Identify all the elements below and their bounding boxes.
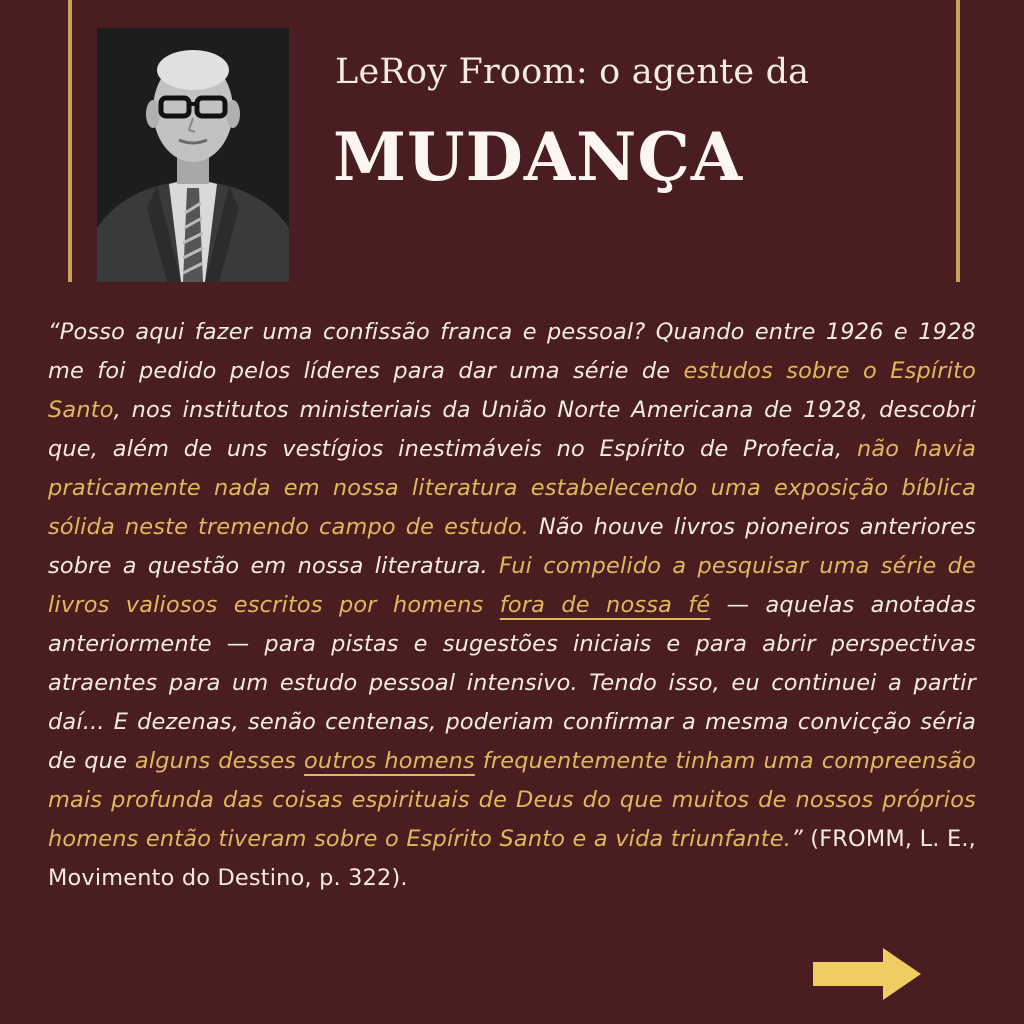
highlight-segment: não havia praticamente nada em nossa literatura estabelecendo uma exposição bíblica sólida neste tremendo campo de estudo. [48, 436, 976, 540]
portrait-photo [97, 28, 289, 282]
quote-text [48, 313, 976, 898]
left-vertical-rule [68, 0, 72, 282]
highlight-segment: alguns desses [134, 748, 305, 774]
highlight-segment: frequentemente tinham uma compreensão mais profunda das coisas espirituais de Deus do que muitos de nossos próprios homens então tiveram sobre o Espírito Santo e a vida triunfante. [48, 748, 976, 852]
quote-segment: — aquelas anotadas anteriormente — para pistas e sugestões iniciais e para abrir perspectivas atraentes para um estudo pessoal intensivo. Tendo isso, eu continuei a partir daí... E dezenas, senão centenas, poderiam confirmar a mesma convicção séria de que [48, 592, 976, 774]
highlight-segment: Fui compelido a pesquisar uma série de livros valiosos escritos por homens [48, 553, 976, 618]
quote-segment: , nos institutos ministeriais da União Norte Americana de 1928, descobri que, além de uns vestígios inestimáveis no Espírito de Profecia, [48, 397, 976, 462]
quote-segment: ” [791, 826, 811, 852]
quote-segment: Não houve livros pioneiros anteriores sobre a questão em nossa literatura. [48, 514, 977, 579]
citation: (FROMM, L. E., Movimento do Destino, p. 322). [48, 826, 976, 891]
arrow-right-icon [813, 948, 921, 1000]
underlined-segment: outros homens [304, 748, 475, 774]
highlight-segment: estudos sobre o Espírito Santo [48, 358, 976, 423]
right-vertical-rule [956, 0, 960, 282]
page-title: LeRoy Froom: o agente da [335, 52, 810, 92]
underlined-segment: fora de nossa fé [499, 592, 711, 618]
next-arrow-button[interactable] [813, 948, 921, 1000]
quote-segment: “Posso aqui fazer uma confissão franca e pessoal? Quando entre 1926 e 1928 me foi pedido pelos líderes para dar uma série de [48, 319, 976, 384]
headline: MUDANÇA [333, 118, 744, 196]
